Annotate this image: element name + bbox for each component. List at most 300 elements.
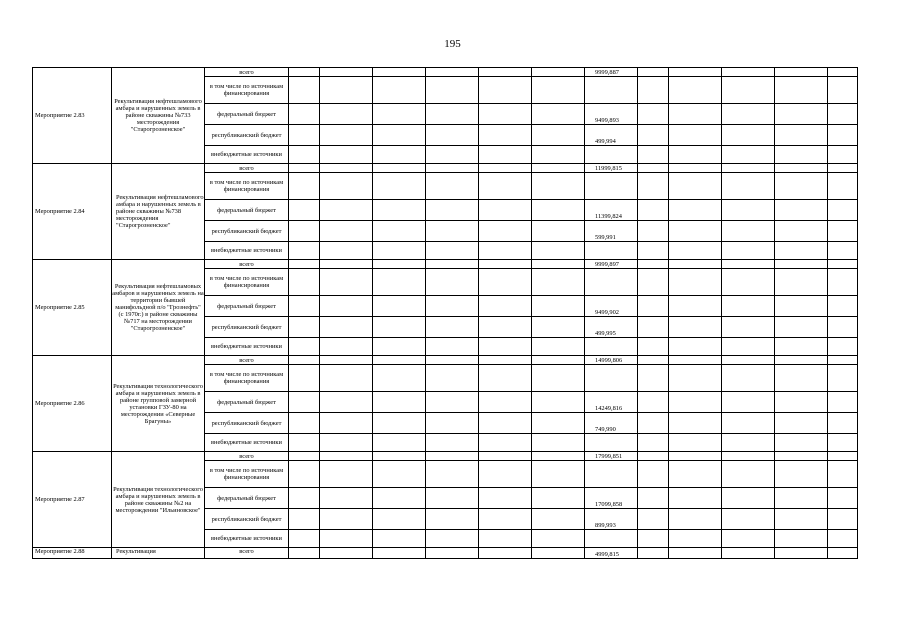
event-code: Мероприятие 2.86 (33, 356, 112, 452)
amount-value: 499,995 (585, 317, 638, 338)
empty-cell (479, 548, 532, 559)
empty-cell (289, 164, 320, 173)
funding-source-label: республиканский бюджет (205, 317, 289, 338)
empty-cell (638, 221, 669, 242)
empty-cell (373, 296, 426, 317)
empty-cell (775, 269, 828, 296)
empty-cell (585, 365, 638, 392)
empty-cell (320, 530, 373, 548)
empty-cell (426, 77, 479, 104)
empty-cell (669, 434, 722, 452)
empty-cell (828, 296, 858, 317)
empty-cell (828, 461, 858, 488)
empty-cell (828, 68, 858, 77)
empty-cell (638, 461, 669, 488)
empty-cell (373, 317, 426, 338)
empty-cell (426, 461, 479, 488)
empty-cell (775, 146, 828, 164)
empty-cell (320, 509, 373, 530)
empty-cell (722, 317, 775, 338)
event-name: Рекультивация нефтешламовых амбаров и нарушенных земель на территории бывшей манифольдной п/о "Грознефть" (с 1970г.) в районе скважины №717 на месторождении "Старогрозненское" (112, 260, 205, 356)
empty-cell (289, 146, 320, 164)
empty-cell (289, 392, 320, 413)
empty-cell (426, 173, 479, 200)
empty-cell (532, 356, 585, 365)
empty-cell (426, 104, 479, 125)
empty-cell (289, 269, 320, 296)
empty-cell (289, 242, 320, 260)
empty-cell (479, 68, 532, 77)
empty-cell (775, 164, 828, 173)
empty-cell (775, 221, 828, 242)
empty-cell (828, 488, 858, 509)
empty-cell (479, 365, 532, 392)
table-row (33, 452, 858, 461)
empty-cell (638, 434, 669, 452)
empty-cell (479, 488, 532, 509)
empty-cell (479, 434, 532, 452)
empty-cell (722, 77, 775, 104)
empty-cell (289, 548, 320, 559)
funding-source-label: федеральный бюджет (205, 104, 289, 125)
empty-cell (669, 221, 722, 242)
amount-value: 9999,887 (585, 68, 638, 77)
empty-cell (532, 125, 585, 146)
empty-cell (373, 461, 426, 488)
empty-cell (320, 164, 373, 173)
funding-source-label: республиканский бюджет (205, 125, 289, 146)
empty-cell (585, 77, 638, 104)
empty-cell (426, 200, 479, 221)
empty-cell (638, 392, 669, 413)
event-code: Мероприятие 2.83 (33, 68, 112, 164)
empty-cell (669, 548, 722, 559)
table-row (33, 356, 858, 365)
funding-source-label: всего (205, 548, 289, 559)
funding-source-label: федеральный бюджет (205, 200, 289, 221)
event-code: Мероприятие 2.87 (33, 452, 112, 548)
event-name: Рекультивация технологического амбара и нарушенных земель в районе групповой замерной установки ГЗУ-80 на месторождении «Северные Брагуны» (112, 356, 205, 452)
empty-cell (479, 461, 532, 488)
empty-cell (320, 488, 373, 509)
funding-source-label: в том числе по источникам финансирования (205, 461, 289, 488)
budget-table (32, 67, 858, 559)
empty-cell (775, 461, 828, 488)
funding-source-label: республиканский бюджет (205, 509, 289, 530)
funding-source-label: в том числе по источникам финансирования (205, 173, 289, 200)
empty-cell (585, 434, 638, 452)
amount-value: 749,990 (585, 413, 638, 434)
empty-cell (532, 434, 585, 452)
funding-source-label: в том числе по источникам финансирования (205, 269, 289, 296)
empty-cell (532, 413, 585, 434)
empty-cell (638, 338, 669, 356)
empty-cell (320, 68, 373, 77)
empty-cell (479, 317, 532, 338)
empty-cell (373, 548, 426, 559)
empty-cell (426, 365, 479, 392)
empty-cell (289, 488, 320, 509)
empty-cell (828, 356, 858, 365)
empty-cell (320, 146, 373, 164)
empty-cell (426, 548, 479, 559)
empty-cell (669, 260, 722, 269)
funding-source-label: республиканский бюджет (205, 413, 289, 434)
empty-cell (638, 548, 669, 559)
empty-cell (479, 200, 532, 221)
amount-value: 11399,824 (585, 200, 638, 221)
empty-cell (320, 356, 373, 365)
empty-cell (426, 488, 479, 509)
empty-cell (722, 356, 775, 365)
empty-cell (828, 434, 858, 452)
empty-cell (669, 125, 722, 146)
empty-cell (320, 296, 373, 317)
empty-cell (289, 413, 320, 434)
empty-cell (828, 164, 858, 173)
empty-cell (722, 68, 775, 77)
empty-cell (722, 365, 775, 392)
empty-cell (638, 509, 669, 530)
empty-cell (426, 434, 479, 452)
empty-cell (289, 296, 320, 317)
empty-cell (532, 338, 585, 356)
funding-source-label: федеральный бюджет (205, 296, 289, 317)
empty-cell (373, 68, 426, 77)
empty-cell (479, 296, 532, 317)
empty-cell (669, 77, 722, 104)
empty-cell (828, 413, 858, 434)
empty-cell (669, 104, 722, 125)
empty-cell (775, 317, 828, 338)
amount-value: 9499,902 (585, 296, 638, 317)
empty-cell (532, 260, 585, 269)
empty-cell (669, 488, 722, 509)
empty-cell (722, 296, 775, 317)
empty-cell (532, 392, 585, 413)
empty-cell (320, 365, 373, 392)
funding-source-label: всего (205, 164, 289, 173)
empty-cell (585, 461, 638, 488)
empty-cell (320, 260, 373, 269)
funding-source-label: республиканский бюджет (205, 221, 289, 242)
empty-cell (426, 260, 479, 269)
event-name: Рекультивация (112, 548, 205, 559)
empty-cell (373, 269, 426, 296)
amount-value: 899,993 (585, 509, 638, 530)
empty-cell (638, 356, 669, 365)
empty-cell (722, 269, 775, 296)
amount-value: 599,991 (585, 221, 638, 242)
empty-cell (638, 452, 669, 461)
empty-cell (373, 488, 426, 509)
empty-cell (638, 125, 669, 146)
empty-cell (775, 68, 828, 77)
empty-cell (722, 125, 775, 146)
empty-cell (479, 530, 532, 548)
amount-value: 14249,816 (585, 392, 638, 413)
empty-cell (320, 461, 373, 488)
empty-cell (320, 104, 373, 125)
empty-cell (828, 548, 858, 559)
empty-cell (289, 68, 320, 77)
empty-cell (532, 200, 585, 221)
event-name: Рекультивация нефтешламового амбара и нарушенных земель в районе скважины №733 месторождения "Старогрозненское" (112, 68, 205, 164)
empty-cell (289, 125, 320, 146)
funding-source-label: в том числе по источникам финансирования (205, 365, 289, 392)
empty-cell (638, 164, 669, 173)
empty-cell (373, 260, 426, 269)
empty-cell (828, 173, 858, 200)
empty-cell (585, 146, 638, 164)
empty-cell (373, 200, 426, 221)
empty-cell (638, 365, 669, 392)
empty-cell (426, 125, 479, 146)
empty-cell (775, 200, 828, 221)
empty-cell (775, 338, 828, 356)
empty-cell (289, 365, 320, 392)
empty-cell (532, 296, 585, 317)
empty-cell (585, 173, 638, 200)
table-row (33, 164, 858, 173)
empty-cell (775, 356, 828, 365)
empty-cell (532, 164, 585, 173)
empty-cell (669, 356, 722, 365)
empty-cell (479, 509, 532, 530)
empty-cell (479, 173, 532, 200)
empty-cell (289, 530, 320, 548)
empty-cell (373, 434, 426, 452)
funding-source-label: внебюджетные источники (205, 338, 289, 356)
empty-cell (638, 77, 669, 104)
empty-cell (722, 434, 775, 452)
empty-cell (426, 164, 479, 173)
empty-cell (532, 509, 585, 530)
empty-cell (532, 365, 585, 392)
empty-cell (479, 221, 532, 242)
empty-cell (775, 242, 828, 260)
empty-cell (373, 173, 426, 200)
empty-cell (479, 146, 532, 164)
amount-value: 14999,806 (585, 356, 638, 365)
empty-cell (320, 269, 373, 296)
event-code: Мероприятие 2.85 (33, 260, 112, 356)
funding-source-label: всего (205, 68, 289, 77)
empty-cell (426, 317, 479, 338)
empty-cell (320, 221, 373, 242)
empty-cell (289, 317, 320, 338)
empty-cell (669, 68, 722, 77)
funding-source-label: внебюджетные источники (205, 242, 289, 260)
empty-cell (532, 173, 585, 200)
empty-cell (426, 509, 479, 530)
empty-cell (479, 413, 532, 434)
empty-cell (775, 365, 828, 392)
empty-cell (320, 392, 373, 413)
empty-cell (426, 413, 479, 434)
empty-cell (373, 356, 426, 365)
empty-cell (669, 509, 722, 530)
empty-cell (722, 221, 775, 242)
empty-cell (320, 200, 373, 221)
empty-cell (669, 461, 722, 488)
event-name: Рекультивация технологического амбара и нарушенных земель в районе скважины №2 на месторождении "Ильиновское" (112, 452, 205, 548)
empty-cell (320, 173, 373, 200)
event-code: Мероприятие 2.88 (33, 548, 112, 559)
empty-cell (722, 173, 775, 200)
empty-cell (638, 269, 669, 296)
empty-cell (722, 164, 775, 173)
empty-cell (722, 146, 775, 164)
amount-value: 9499,893 (585, 104, 638, 125)
empty-cell (585, 269, 638, 296)
empty-cell (373, 146, 426, 164)
empty-cell (426, 392, 479, 413)
empty-cell (532, 488, 585, 509)
empty-cell (638, 296, 669, 317)
empty-cell (373, 365, 426, 392)
empty-cell (775, 173, 828, 200)
empty-cell (722, 413, 775, 434)
event-code: Мероприятие 2.84 (33, 164, 112, 260)
empty-cell (532, 461, 585, 488)
empty-cell (373, 530, 426, 548)
empty-cell (638, 317, 669, 338)
funding-source-label: внебюджетные источники (205, 434, 289, 452)
empty-cell (775, 125, 828, 146)
empty-cell (289, 356, 320, 365)
empty-cell (532, 269, 585, 296)
empty-cell (638, 173, 669, 200)
amount-value: 11999,815 (585, 164, 638, 173)
empty-cell (722, 530, 775, 548)
funding-source-label: в том числе по источникам финансирования (205, 77, 289, 104)
empty-cell (775, 296, 828, 317)
empty-cell (426, 530, 479, 548)
funding-source-label: всего (205, 356, 289, 365)
empty-cell (289, 77, 320, 104)
empty-cell (722, 392, 775, 413)
empty-cell (479, 260, 532, 269)
empty-cell (426, 146, 479, 164)
empty-cell (426, 68, 479, 77)
amount-value: 4999,815 (585, 548, 638, 559)
empty-cell (775, 452, 828, 461)
empty-cell (373, 242, 426, 260)
empty-cell (775, 77, 828, 104)
empty-cell (828, 452, 858, 461)
amount-value: 17099,858 (585, 488, 638, 509)
empty-cell (320, 548, 373, 559)
funding-source-label: всего (205, 452, 289, 461)
empty-cell (828, 269, 858, 296)
empty-cell (638, 488, 669, 509)
empty-cell (669, 317, 722, 338)
empty-cell (828, 77, 858, 104)
funding-source-label: всего (205, 260, 289, 269)
empty-cell (426, 269, 479, 296)
empty-cell (828, 200, 858, 221)
funding-source-label: внебюджетные источники (205, 146, 289, 164)
empty-cell (289, 221, 320, 242)
empty-cell (828, 317, 858, 338)
empty-cell (828, 509, 858, 530)
empty-cell (722, 488, 775, 509)
empty-cell (479, 356, 532, 365)
empty-cell (373, 77, 426, 104)
empty-cell (289, 338, 320, 356)
empty-cell (373, 338, 426, 356)
empty-cell (373, 509, 426, 530)
empty-cell (775, 260, 828, 269)
empty-cell (479, 125, 532, 146)
empty-cell (828, 530, 858, 548)
empty-cell (320, 242, 373, 260)
empty-cell (638, 260, 669, 269)
empty-cell (532, 452, 585, 461)
empty-cell (426, 296, 479, 317)
empty-cell (289, 434, 320, 452)
empty-cell (828, 104, 858, 125)
empty-cell (289, 461, 320, 488)
page-number: 195 (444, 38, 461, 50)
empty-cell (775, 530, 828, 548)
empty-cell (669, 365, 722, 392)
empty-cell (479, 392, 532, 413)
empty-cell (722, 200, 775, 221)
empty-cell (289, 104, 320, 125)
empty-cell (722, 452, 775, 461)
empty-cell (289, 260, 320, 269)
empty-cell (426, 452, 479, 461)
empty-cell (289, 200, 320, 221)
empty-cell (828, 125, 858, 146)
empty-cell (373, 104, 426, 125)
empty-cell (373, 125, 426, 146)
empty-cell (289, 452, 320, 461)
empty-cell (373, 164, 426, 173)
empty-cell (532, 146, 585, 164)
empty-cell (775, 488, 828, 509)
empty-cell (585, 338, 638, 356)
empty-cell (373, 452, 426, 461)
empty-cell (479, 242, 532, 260)
empty-cell (828, 242, 858, 260)
empty-cell (479, 452, 532, 461)
empty-cell (669, 452, 722, 461)
empty-cell (828, 338, 858, 356)
empty-cell (289, 509, 320, 530)
empty-cell (320, 317, 373, 338)
amount-value: 499,994 (585, 125, 638, 146)
empty-cell (669, 200, 722, 221)
empty-cell (532, 242, 585, 260)
empty-cell (532, 68, 585, 77)
empty-cell (320, 434, 373, 452)
empty-cell (320, 77, 373, 104)
empty-cell (479, 338, 532, 356)
empty-cell (373, 392, 426, 413)
empty-cell (320, 452, 373, 461)
empty-cell (669, 296, 722, 317)
empty-cell (638, 146, 669, 164)
empty-cell (479, 77, 532, 104)
empty-cell (722, 242, 775, 260)
empty-cell (828, 260, 858, 269)
empty-cell (320, 125, 373, 146)
empty-cell (638, 530, 669, 548)
empty-cell (532, 221, 585, 242)
